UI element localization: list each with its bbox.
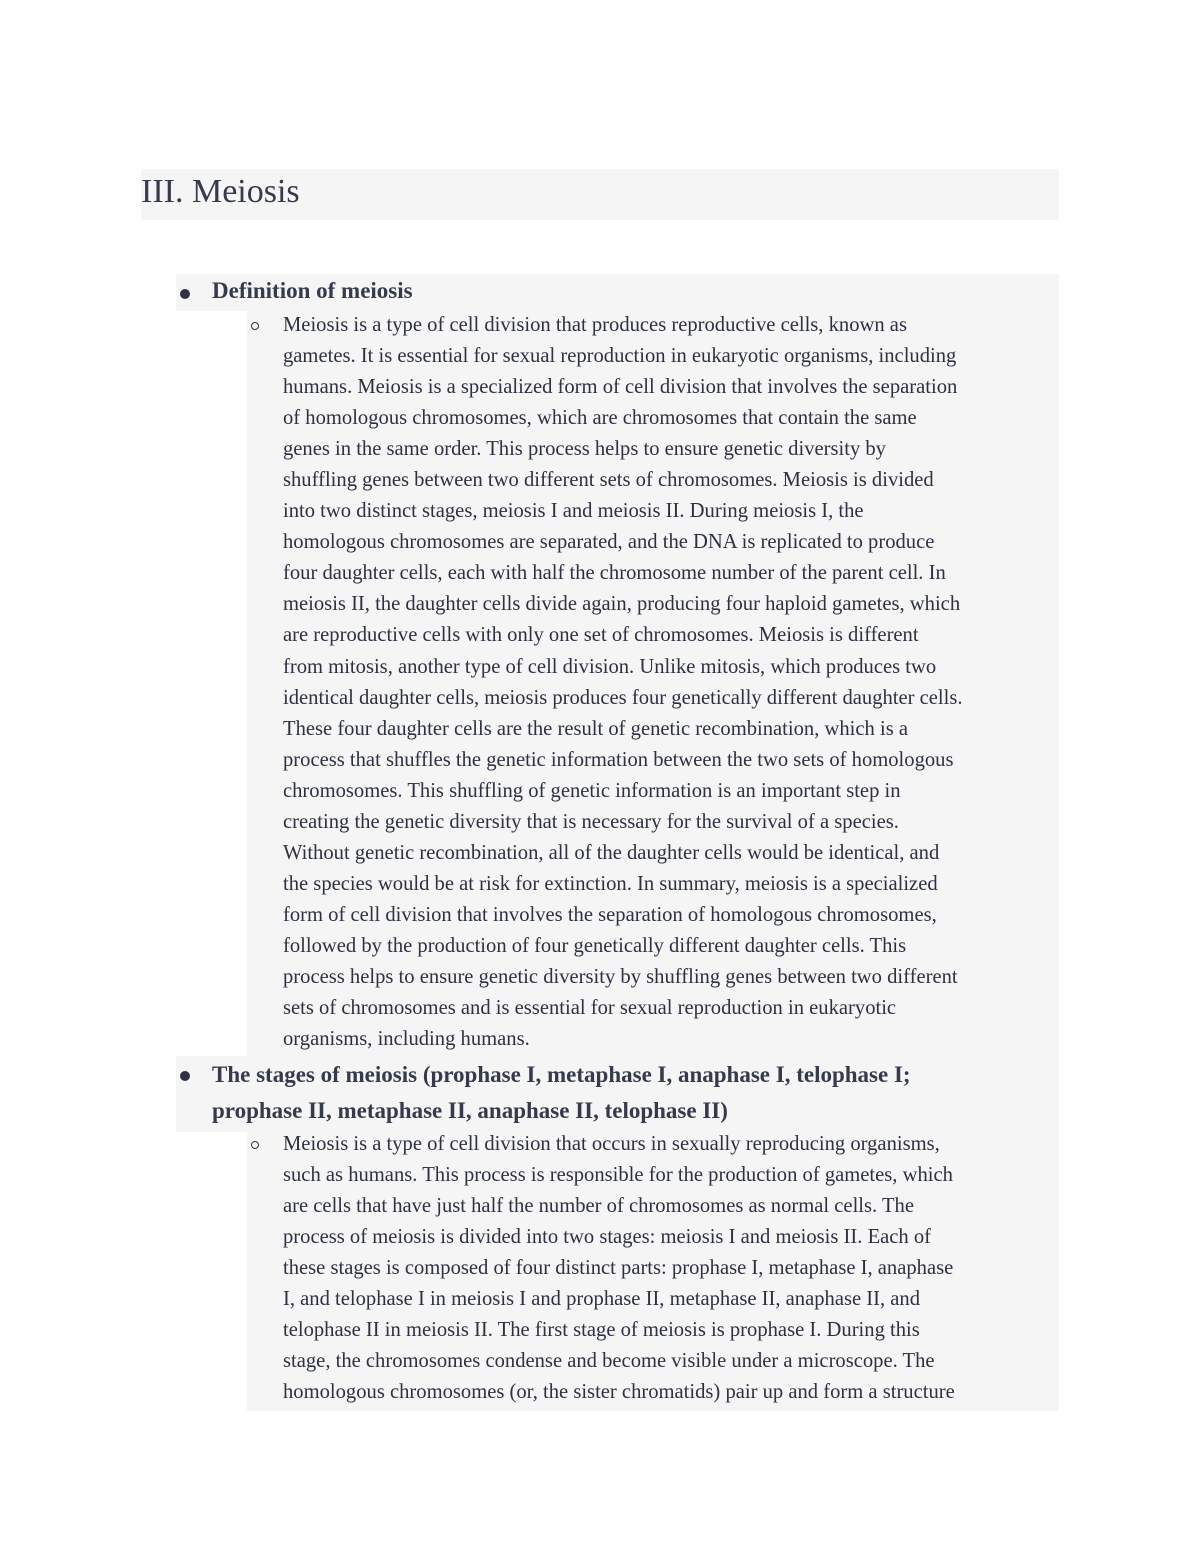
section-heading: III. Meiosis bbox=[141, 173, 300, 210]
paragraph-line: I, and telophase I in meiosis I and prophase II, metaphase II, anaphase II, and bbox=[283, 1288, 921, 1311]
paragraph-line: these stages is composed of four distinct parts: prophase I, metaphase I, anaphase bbox=[283, 1257, 954, 1280]
paragraph-2 bbox=[283, 1129, 1083, 1408]
paragraph-line: such as humans. This process is responsible for the production of gametes, which bbox=[283, 1164, 953, 1187]
paragraph-line: are reproductive cells with only one set of chromosomes. Meiosis is different bbox=[283, 624, 919, 647]
paragraph-line: four daughter cells, each with half the chromosome number of the parent cell. In bbox=[283, 562, 946, 585]
paragraph-line: gametes. It is essential for sexual reproduction in eukaryotic organisms, including bbox=[283, 345, 957, 368]
paragraph-line: homologous chromosomes are separated, and the DNA is replicated to produce bbox=[283, 531, 935, 554]
bullet-1-title-line: Definition of meiosis bbox=[212, 278, 413, 303]
paragraph-line: of homologous chromosomes, which are chromosomes that contain the same bbox=[283, 407, 917, 430]
bullet-1-marker bbox=[180, 289, 190, 299]
bullet-1-title bbox=[212, 273, 413, 309]
bullet-2-title-line: The stages of meiosis (prophase I, metaphase I, anaphase I, telophase I; bbox=[212, 1062, 911, 1087]
paragraph-line: the species would be at risk for extinction. In summary, meiosis is a specialized bbox=[283, 872, 938, 895]
bullet-2-marker bbox=[180, 1071, 190, 1081]
paragraph-line: humans. Meiosis is a specialized form of cell division that involves the separation bbox=[283, 376, 958, 399]
paragraph-line: stage, the chromosomes condense and become visible under a microscope. The bbox=[283, 1350, 935, 1373]
paragraph-line: shuffling genes between two different sets of chromosomes. Meiosis is divided bbox=[283, 469, 934, 492]
paragraph-line: process that shuffles the genetic information between the two sets of homologous bbox=[283, 748, 954, 771]
paragraph-line: These four daughter cells are the result of genetic recombination, which is a bbox=[283, 717, 909, 740]
paragraph-line: organisms, including humans. bbox=[283, 1028, 530, 1051]
paragraph-line: are cells that have just half the number of chromosomes as normal cells. The bbox=[283, 1195, 914, 1218]
paragraph-line: genes in the same order. This process helps to ensure genetic diversity by bbox=[283, 438, 886, 461]
paragraph-line: chromosomes. This shuffling of genetic information is an important step in bbox=[283, 779, 901, 802]
paragraph-line: process helps to ensure genetic diversity by shuffling genes between two different bbox=[283, 965, 958, 988]
paragraph-line: sets of chromosomes and is essential for sexual reproduction in eukaryotic bbox=[283, 997, 897, 1020]
bullet-2-title bbox=[212, 1057, 911, 1129]
sub-bullet-1-marker bbox=[251, 322, 259, 330]
paragraph-line: form of cell division that involves the separation of homologous chromosomes, bbox=[283, 903, 937, 926]
paragraph-line: Meiosis is a type of cell division that produces reproductive cells, known as bbox=[283, 314, 907, 336]
paragraph-line: identical daughter cells, meiosis produces four genetically different daughter cells. bbox=[283, 686, 963, 709]
paragraph-line: telophase II in meiosis II. The first stage of meiosis is prophase I. During this bbox=[283, 1319, 920, 1342]
paragraph-line: creating the genetic diversity that is necessary for the survival of a species. bbox=[283, 810, 899, 833]
paragraph-line: Meiosis is a type of cell division that occurs in sexually reproducing organisms, bbox=[283, 1133, 940, 1155]
paragraph-line: from mitosis, another type of cell division. Unlike mitosis, which produces two bbox=[283, 655, 937, 678]
paragraph-line: homologous chromosomes (or, the sister chromatids) pair up and form a structure bbox=[283, 1381, 955, 1404]
paragraph-line: meiosis II, the daughter cells divide again, producing four haploid gametes, which bbox=[283, 593, 961, 616]
paragraph-line: into two distinct stages, meiosis I and meiosis II. During meiosis I, the bbox=[283, 500, 864, 523]
paragraph-line: process of meiosis is divided into two stages: meiosis I and meiosis II. Each of bbox=[283, 1226, 932, 1249]
paragraph-1 bbox=[283, 310, 1083, 1055]
paragraph-line: followed by the production of four genetically different daughter cells. This bbox=[283, 934, 907, 957]
paragraph-line: Without genetic recombination, all of the daughter cells would be identical, and bbox=[283, 841, 940, 864]
sub-bullet-2-marker bbox=[251, 1141, 259, 1149]
bullet-2-title-line: prophase II, metaphase II, anaphase II, telophase II) bbox=[212, 1098, 728, 1123]
